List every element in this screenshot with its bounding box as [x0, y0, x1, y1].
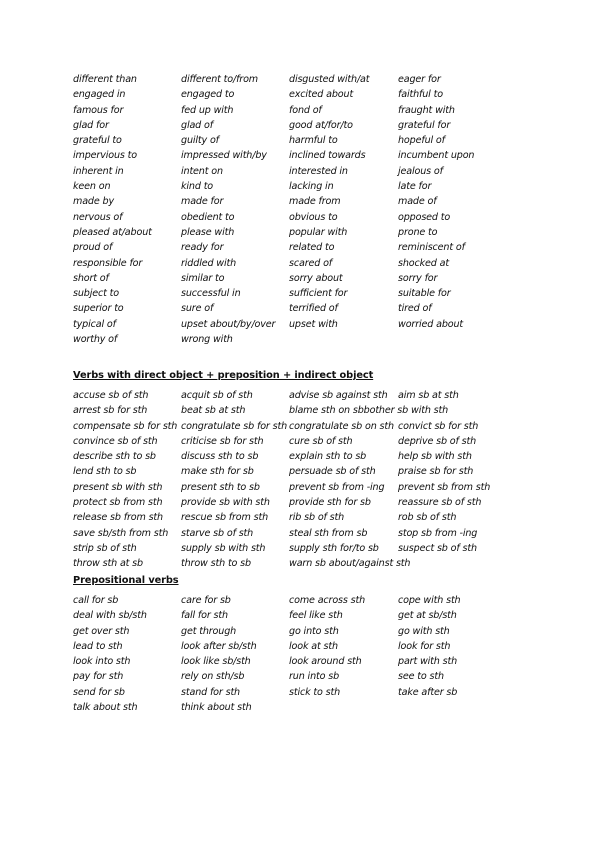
phrase-cell: arrest sb for sth: [73, 405, 148, 417]
phrase-cell: subject to: [73, 288, 119, 300]
phrase-cell: riddled with: [181, 257, 237, 269]
phrase-cell: fraught with: [398, 104, 455, 116]
phrase-cell: suspect sb of sth: [398, 542, 477, 554]
phrase-cell: stand for sth: [181, 686, 240, 698]
phrase-cell: faithful to: [398, 89, 443, 101]
phrase-cell: cure sb of sth: [289, 435, 353, 447]
phrase-cell: successful in: [181, 288, 241, 300]
phrase-cell: call for sb: [73, 595, 119, 606]
phrase-cell: rely on sth/sb: [181, 671, 245, 683]
phrase-cell: lacking in: [289, 181, 334, 193]
phrase-cell: provide sth for sb: [289, 497, 371, 509]
phrase-cell: different to/from: [181, 74, 259, 85]
phrase-cell: sorry about: [289, 272, 343, 284]
verbs-section-heading: Verbs with direct object + preposition + indirect object: [73, 370, 374, 381]
phrase-cell: fed up with: [181, 104, 234, 116]
phrase-cell: upset about/by/over: [181, 318, 276, 330]
phrase-cell: release sb from sth: [73, 512, 163, 524]
phrase-cell: aim sb at sth: [398, 390, 459, 401]
phrase-cell: short of: [73, 272, 109, 284]
phrase-cell: take after sb: [398, 686, 458, 698]
phrase-cell: eager for: [398, 74, 441, 85]
phrase-cell: look at sth: [289, 640, 338, 652]
phrase-cell: lead to sth: [73, 640, 123, 652]
phrase-cell: steal sth from sb: [289, 527, 368, 539]
phrase-cell: reassure sb of sth: [398, 497, 482, 509]
phrase-cell: see to sth: [398, 671, 444, 683]
phrase-cell: sure of: [181, 303, 214, 315]
phrase-cell: obedient to: [181, 211, 235, 223]
phrase-cell: beat sb at sth: [181, 405, 246, 417]
phrase-cell: glad of: [181, 119, 213, 131]
phrase-cell: shocked at: [398, 257, 449, 269]
phrase-cell: make sth for sb: [181, 466, 254, 478]
phrase-cell: grateful for: [398, 119, 451, 131]
phrase-cell: supply sth for/to sb: [289, 542, 379, 554]
phrase-cell: warn sb about/against sth: [289, 558, 411, 570]
phrase-cell: good at/for/to: [289, 119, 353, 131]
phrase-cell: go with sth: [398, 625, 450, 637]
phrase-cell: rib sb of sth: [289, 512, 345, 524]
phrase-cell: [289, 332, 398, 347]
phrase-cell: supply sb with sth: [181, 542, 266, 554]
phrase-cell: kind to: [181, 181, 214, 193]
phrase-cell: accuse sb of sth: [73, 390, 149, 401]
phrase-cell: think about sth: [181, 702, 252, 714]
phrase-cell: part with sth: [398, 656, 458, 668]
phrase-cell: blame sth on sbbother sb with sth: [289, 405, 449, 417]
phrase-cell: typical of: [73, 318, 116, 330]
phrase-cell: get through: [181, 625, 237, 637]
phrase-cell: related to: [289, 242, 335, 254]
phrase-cell: [289, 700, 398, 715]
phrase-cell: made of: [398, 196, 437, 208]
phrase-cell: look around sth: [289, 656, 362, 668]
phrase-cell: starve sb of sth: [181, 527, 254, 539]
phrase-cell: sorry for: [398, 272, 438, 284]
phrase-cell: late for: [398, 181, 432, 193]
phrase-cell: upset with: [289, 318, 338, 330]
phrase-cell: [398, 700, 506, 715]
phrase-cell: fall for sth: [181, 610, 228, 622]
phrase-cell: help sb with sth: [398, 451, 472, 463]
phrase-cell: responsible for: [73, 257, 143, 269]
phrase-cell: prevent sb from sth: [398, 481, 491, 493]
phrase-cell: explain sth to sb: [289, 451, 367, 463]
phrase-cell: famous for: [73, 104, 124, 116]
phrase-cell: sufficient for: [289, 288, 348, 300]
phrase-cell: scared of: [289, 257, 333, 269]
phrase-cell: wrong with: [181, 334, 233, 346]
prepositional-verbs-heading: Prepositional verbs: [73, 575, 179, 586]
phrase-cell: discuss sth to sb: [181, 451, 259, 463]
phrase-cell: engaged to: [181, 89, 235, 101]
phrase-cell: reminiscent of: [398, 242, 465, 254]
phrase-cell: throw sth to sb: [181, 558, 251, 570]
phrase-cell: look after sb/sth: [181, 640, 257, 652]
phrase-cell: look into sth: [73, 656, 131, 668]
phrase-cell: feel like sth: [289, 610, 343, 622]
phrase-cell: prone to: [398, 226, 438, 238]
phrase-cell: worthy of: [73, 334, 118, 346]
phrase-cell: superior to: [73, 303, 124, 315]
phrase-cell: impressed with/by: [181, 150, 267, 162]
phrase-cell: stop sb from -ing: [398, 527, 478, 539]
phrase-cell: impervious to: [73, 150, 137, 162]
phrase-cell: incumbent upon: [398, 150, 475, 162]
phrase-cell: protect sb from sth: [73, 497, 163, 509]
phrase-cell: persuade sb of sth: [289, 466, 376, 478]
phrase-cell: popular with: [289, 226, 348, 238]
phrase-cell: keen on: [73, 181, 111, 193]
phrase-cell: please with: [181, 226, 235, 238]
phrase-cell: inherent in: [73, 165, 124, 177]
phrase-cell: opposed to: [398, 211, 451, 223]
phrase-cell: criticise sb for sth: [181, 435, 264, 447]
prepositional-verbs-table: [73, 593, 506, 715]
phrase-cell: lend sth to sb: [73, 466, 137, 478]
phrase-cell: harmful to: [289, 135, 338, 147]
phrase-cell: cope with sth: [398, 595, 461, 606]
phrase-cell: strip sb of sth: [73, 542, 137, 554]
phrase-cell: ready for: [181, 242, 224, 254]
phrase-cell: jealous of: [398, 165, 443, 177]
phrase-cell: interested in: [289, 165, 348, 177]
phrase-cell: acquit sb of sth: [181, 390, 253, 401]
phrase-cell: compensate sb for sth: [73, 420, 178, 432]
phrase-cell: congratulate sb on sth: [289, 420, 394, 432]
phrase-cell: engaged in: [73, 89, 126, 101]
phrase-cell: pay for sth: [73, 671, 124, 683]
phrase-cell: rob sb of sth: [398, 512, 457, 524]
phrase-cell: deal with sb/sth: [73, 610, 147, 622]
phrase-cell: terrified of: [289, 303, 338, 315]
phrase-cell: nervous of: [73, 211, 123, 223]
phrase-cell: fond of: [289, 104, 322, 116]
phrase-cell: obvious to: [289, 211, 338, 223]
adjective-preposition-table: [73, 72, 506, 347]
phrase-cell: deprive sb of sth: [398, 435, 477, 447]
phrase-cell: get at sb/sth: [398, 610, 457, 622]
phrase-cell: describe sth to sb: [73, 451, 156, 463]
phrase-cell: guilty of: [181, 135, 219, 147]
phrase-cell: throw sth at sb: [73, 558, 143, 570]
phrase-cell: made by: [73, 196, 114, 208]
phrase-cell: [398, 403, 506, 418]
phrase-cell: care for sb: [181, 595, 231, 606]
phrase-cell: made from: [289, 196, 341, 208]
phrase-cell: made for: [181, 196, 224, 208]
phrase-cell: come across sth: [289, 595, 366, 606]
phrase-cell: inclined towards: [289, 150, 366, 162]
phrase-cell: look for sth: [398, 640, 451, 652]
phrase-cell: different than: [73, 74, 137, 85]
phrase-cell: glad for: [73, 119, 109, 131]
phrase-cell: look like sb/sth: [181, 656, 251, 668]
phrase-cell: talk about sth: [73, 702, 138, 714]
phrase-cell: stick to sth: [289, 686, 341, 698]
phrase-cell: proud of: [73, 242, 113, 254]
phrase-cell: similar to: [181, 272, 225, 284]
phrase-cell: suitable for: [398, 288, 451, 300]
phrase-cell: rescue sb from sth: [181, 512, 269, 524]
phrase-cell: present sth to sb: [181, 481, 260, 493]
phrase-cell: advise sb against sth: [289, 390, 388, 401]
phrase-cell: prevent sb from -ing: [289, 481, 385, 493]
phrase-cell: convince sb of sth: [73, 435, 158, 447]
phrase-cell: present sb with sth: [73, 481, 163, 493]
phrase-cell: go into sth: [289, 625, 339, 637]
phrase-cell: worried about: [398, 318, 464, 330]
phrase-cell: intent on: [181, 165, 223, 177]
verbs-object-preposition-table: [73, 388, 506, 572]
phrase-cell: hopeful of: [398, 135, 445, 147]
phrase-cell: congratulate sb for sth: [181, 420, 288, 432]
phrase-cell: save sb/sth from sth: [73, 527, 169, 539]
phrase-cell: convict sb for sth: [398, 420, 479, 432]
phrase-cell: grateful to: [73, 135, 122, 147]
phrase-cell: pleased at/about: [73, 226, 152, 238]
phrase-cell: [398, 332, 506, 347]
phrase-cell: provide sb with sth: [181, 497, 270, 509]
phrase-cell: excited about: [289, 89, 354, 101]
phrase-cell: disgusted with/at: [289, 74, 370, 85]
phrase-cell: send for sb: [73, 686, 125, 698]
phrase-cell: run into sb: [289, 671, 340, 683]
phrase-cell: tired of: [398, 303, 432, 315]
phrase-cell: get over sth: [73, 625, 130, 637]
phrase-cell: [398, 556, 506, 571]
phrase-cell: praise sb for sth: [398, 466, 474, 478]
